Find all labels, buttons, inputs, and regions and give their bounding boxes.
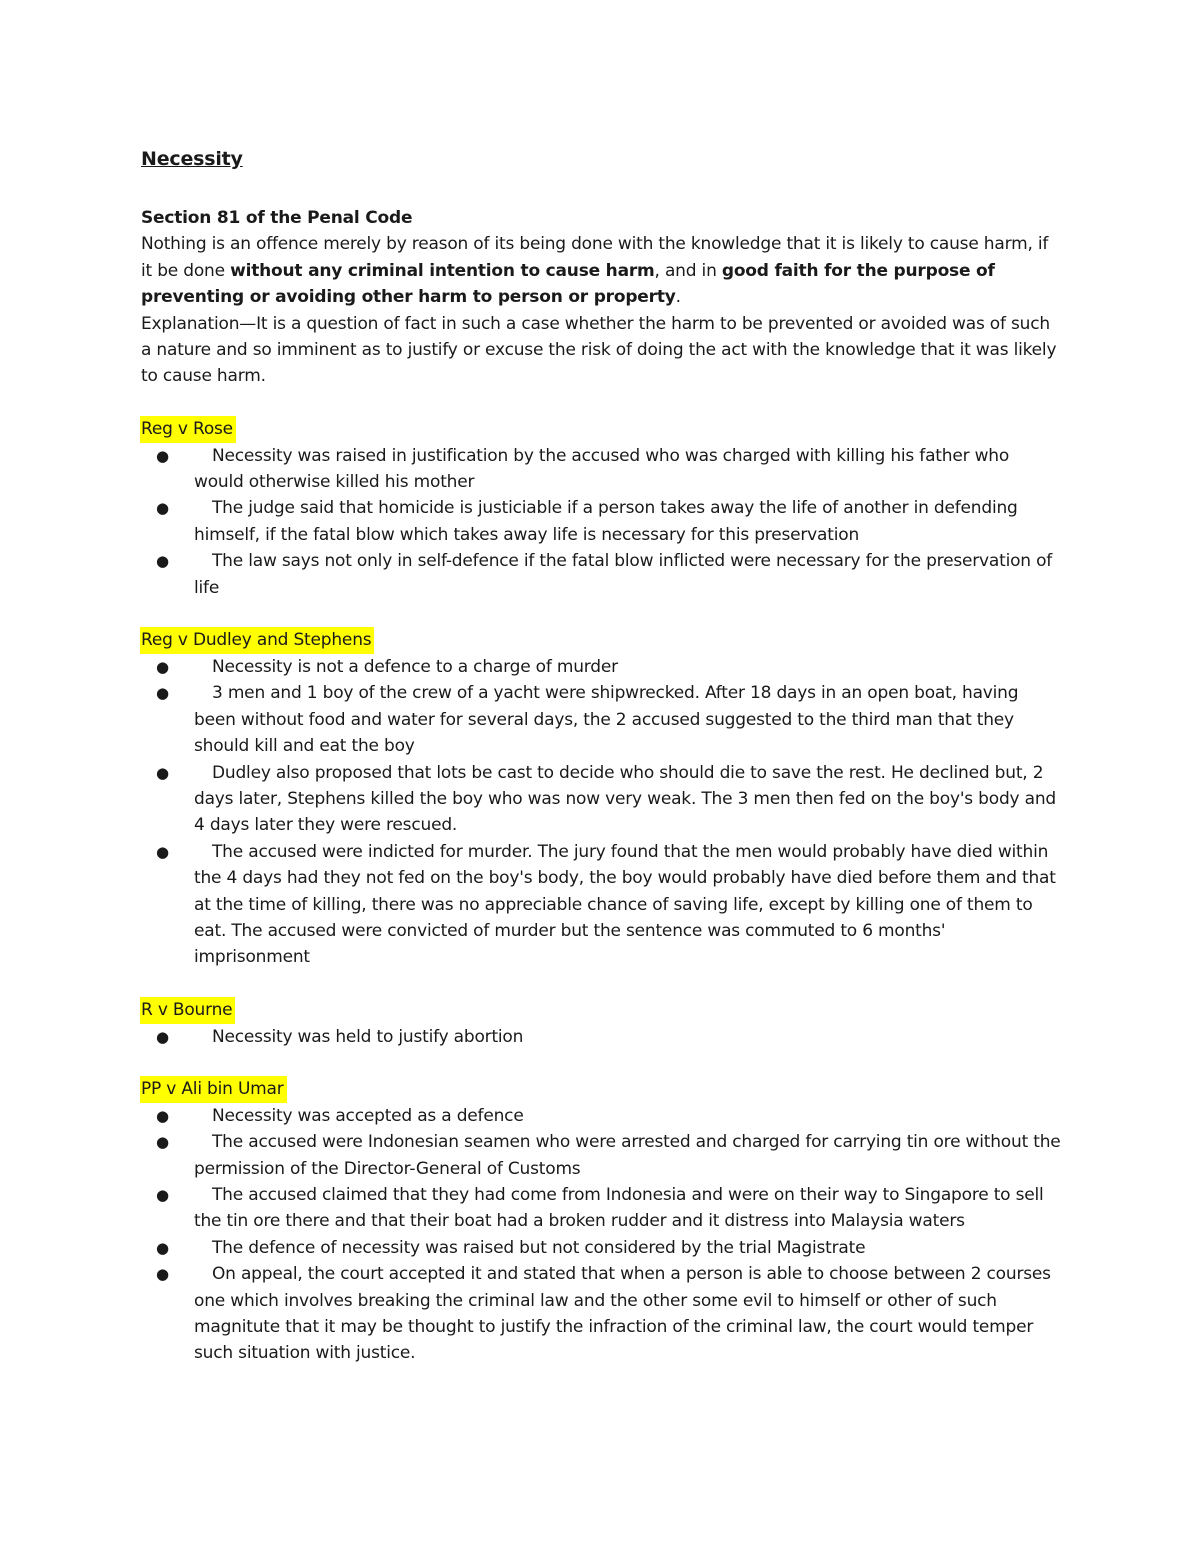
list-item-text: 3 men and 1 boy of the crew of a yacht were shipwrecked. After 18 days in an open boat, having been without food and water for several days, the 2 accused suggested to the third man that they should kill and eat the boy [194, 683, 1019, 757]
list-item [141, 1235, 1061, 1261]
case-title-highlight: R v Bourne [140, 997, 235, 1023]
bullet-icon: ● [156, 446, 169, 465]
list-item-text: The accused were Indonesian seamen who were arrested and charged for carrying tin ore without the permission of the Director-General of Customs [194, 1132, 1061, 1179]
list-item-text: Necessity is not a defence to a charge of murder [212, 656, 618, 677]
case-block [141, 997, 1061, 1050]
case-block [141, 416, 1061, 601]
case-points [141, 443, 1061, 601]
section-body-part-bold: without any criminal intention to cause harm [230, 260, 655, 281]
list-item-text: The judge said that homicide is justiciable if a person takes away the life of another in defending himself, if the fatal blow which takes away life is necessary for this preservation [194, 498, 1018, 545]
list-item-text: Necessity was accepted as a defence [212, 1105, 524, 1126]
case-points [141, 1024, 1061, 1050]
section-heading: Section 81 of the Penal Code [141, 208, 413, 228]
case-title-highlight: Reg v Rose [140, 416, 236, 442]
list-item [141, 1261, 1061, 1367]
list-item [141, 1182, 1061, 1235]
section-body [141, 231, 1061, 310]
case-points [141, 654, 1061, 971]
document-title: Necessity [141, 148, 243, 170]
list-item [141, 548, 1061, 601]
list-item [141, 443, 1061, 496]
list-item [141, 760, 1061, 839]
list-item [141, 654, 1061, 680]
case-title-highlight: Reg v Dudley and Stephens [140, 627, 374, 653]
list-item [141, 839, 1061, 971]
section-body-part: , and in [654, 260, 722, 281]
list-item [141, 1024, 1061, 1050]
list-item-text: The defence of necessity was raised but not considered by the trial Magistrate [212, 1237, 866, 1258]
list-item-text: On appeal, the court accepted it and stated that when a person is able to choose between 2 courses one which involves breaking the criminal law and the other some evil to himself or other of such magnitute that it may be thought to justify the infraction of the criminal law, the court would temper such situation with justice. [194, 1264, 1051, 1364]
case-title-highlight: PP v Ali bin Umar [140, 1076, 287, 1102]
case-list [141, 416, 1061, 1367]
bullet-icon: ● [156, 1106, 169, 1125]
list-item-text: The accused were indicted for murder. The jury found that the men would probably have died within the 4 days had they not fed on the boy's body, the boy would probably have died before them and that at the time of killing, there was no appreciable chance of saving life, except by killing one of them to eat. The accused were convicted of murder but the sentence was commuted to 6 months' imprisonment [194, 841, 1056, 968]
section-body-part: Nothing is an offence merely by reason of its being done with the knowledge that it is likely to cause harm, if it be done [141, 234, 1049, 281]
list-item-text: Necessity was held to justify abortion [212, 1026, 524, 1047]
bullet-icon: ● [156, 1265, 169, 1284]
list-item-text: The law says not only in self-defence if the fatal blow inflicted were necessary for the preservation of life [194, 551, 1053, 598]
document-page [141, 140, 1061, 1367]
bullet-icon: ● [156, 552, 169, 571]
bullet-icon: ● [156, 499, 169, 518]
section-body-part: . [675, 287, 681, 308]
bullet-icon: ● [156, 657, 169, 676]
list-item [141, 495, 1061, 548]
bullet-icon: ● [156, 1027, 169, 1046]
bullet-icon: ● [156, 1185, 169, 1204]
bullet-icon: ● [156, 1238, 169, 1257]
list-item [141, 1103, 1061, 1129]
bullet-icon: ● [156, 684, 169, 703]
list-item [141, 1129, 1061, 1182]
list-item-text: Dudley also proposed that lots be cast to decide who should die to save the rest. He declined but, 2 days later, Stephens killed the boy who was now very weak. The 3 men then fed on the boy's body and 4 days later they were rescued. [194, 762, 1057, 836]
case-block [141, 1076, 1061, 1366]
case-block [141, 627, 1061, 970]
section-body-part-bold: good faith for the purpose of preventing or avoiding other harm to person or property [141, 260, 995, 308]
section-81 [141, 205, 1061, 390]
bullet-icon: ● [156, 763, 169, 782]
list-item [141, 680, 1061, 759]
list-item-text: Necessity was raised in justification by the accused who was charged with killing his father who would otherwise killed his mother [194, 445, 1010, 493]
case-points [141, 1103, 1061, 1367]
list-item-text: The accused claimed that they had come from Indonesia and were on their way to Singapore to sell the tin ore there and that their boat had a broken rudder and it distress into Malaysia waters [194, 1184, 1044, 1232]
bullet-icon: ● [156, 842, 169, 861]
section-explanation: Explanation—It is a question of fact in such a case whether the harm to be prevented or avoided was of such a nature and so imminent as to justify or excuse the risk of doing the act with the knowledge that it was likely to cause harm. [141, 313, 1057, 387]
bullet-icon: ● [156, 1133, 169, 1152]
